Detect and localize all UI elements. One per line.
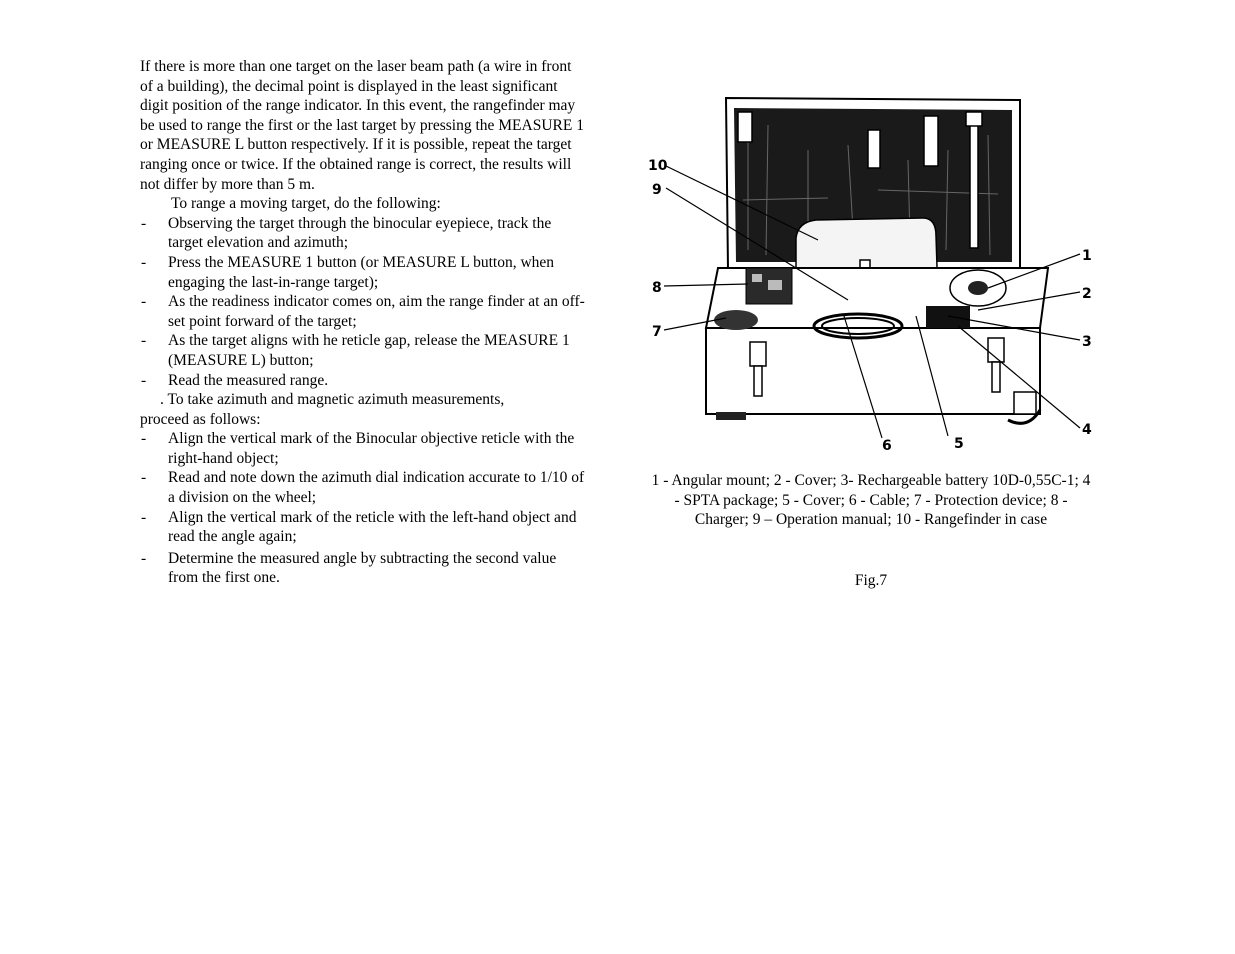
rangefinder-case-illustration [648,90,1094,456]
callout-label: 2 [1082,286,1092,302]
lid-strap [738,112,752,142]
list-item: - As the target aligns with he reticle gap, release the MEASURE 1 (MEASURE L) button; [140,331,586,370]
callout-label: 5 [954,436,964,452]
list-item: - Read the measured range. [140,371,586,391]
protection-device [714,310,758,330]
lid-rod [970,118,978,248]
callout-label: 4 [1082,422,1092,438]
azimuth-steps [140,429,586,588]
list-item: - Determine the measured angle by subtracting the second value from the first one. [140,549,586,588]
paragraph-azimuth-intro-cont: proceed as follows: [140,410,261,428]
list-item: - As the readiness indicator comes on, aim the range finder at an off-set point forward of the target; [140,292,586,331]
battery [926,306,970,328]
callout-label: 1 [1082,248,1092,264]
paragraph-moving-target-intro: To range a moving target, do the following: [171,195,441,213]
paragraph-multiple-targets: If there is more than one target on the laser beam path (a wire in front of a building), the decimal point is displayed in the least significant digit position of the range indicator. In this event, the rangefinder may be used to range the first or the last target by pressing the MEASURE 1 or MEASURE L button respectively. If it is possible, repeat the target ranging once or twice. If the obtained range is correct, the results will not differ by more than 5 m. [140,58,584,193]
lid-strap [868,130,880,168]
latch-strap [992,362,1000,392]
lid-strap [924,116,938,166]
list-item: - Read and note down the azimuth dial indication accurate to 1/10 of a division on the wheel; [140,468,586,507]
figure-label: Fig.7 [854,572,888,589]
list-item: - Observing the target through the binocular eyepiece, track the target elevation and azimuth; [140,214,586,253]
case-foot [716,412,746,420]
paragraph-azimuth-intro: . To take azimuth and magnetic azimuth measurements, [160,391,505,409]
callout-label: 7 [652,324,662,340]
callout-label: 8 [652,280,662,296]
spta-package [1014,392,1036,414]
lid-rod-clip [966,112,982,126]
callout-label: 6 [882,438,892,454]
moving-target-steps [140,214,586,390]
list-item: - Press the MEASURE 1 button (or MEASURE L button, when engaging the last-in-range target); [140,253,586,292]
latch [750,342,766,366]
charger-detail [768,280,782,290]
callout-label: 10 [648,158,668,174]
list-item: - Align the vertical mark of the Binocular objective reticle with the right-hand object; [140,429,586,468]
angular-mount-hub [968,281,988,295]
callout-label: 3 [1082,334,1092,350]
callout-label: 9 [652,182,662,198]
latch-strap [754,366,762,396]
rangefinder-case-drawing [648,90,1094,456]
charger-detail [752,274,762,282]
text-column [140,57,586,588]
list-item: - Align the vertical mark of the reticle with the left-hand object and read the angle again; [140,508,586,547]
figure-caption: 1 - Angular mount; 2 - Cover; 3- Rechargeable battery 10D-0,55C-1; 4 - SPTA package; 5 - Cover; 6 - Cable; 7 - Protection device; 8 - Charger; 9 – Operation manual; 10 - Rangefinder in case [651,472,1091,529]
